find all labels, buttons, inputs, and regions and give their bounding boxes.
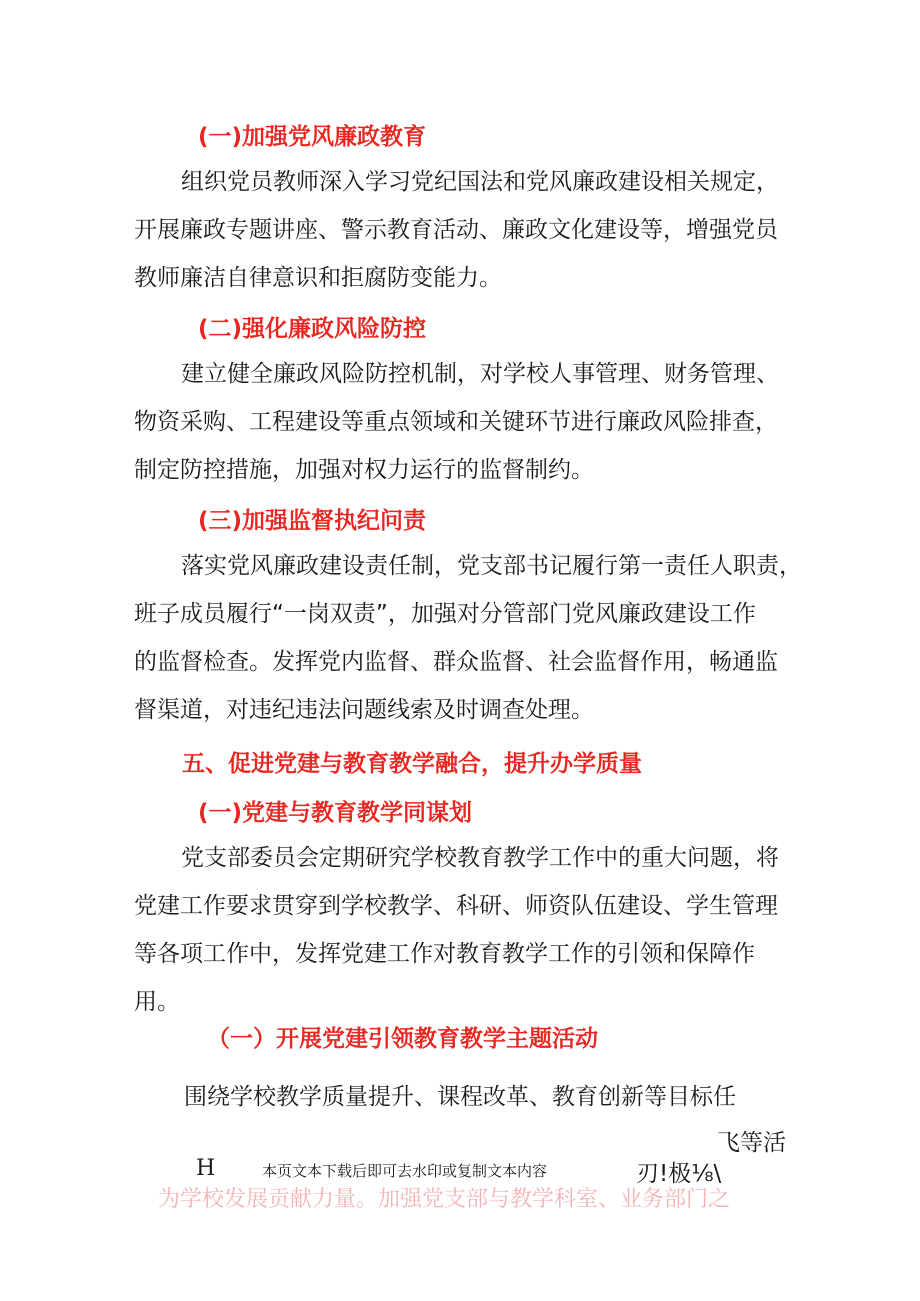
paragraph-line: 落实党风廉政建设责任制，党支部书记履行第一责任人职责， bbox=[181, 553, 802, 579]
paragraph-line: 教师廉洁自律意识和拒腐防变能力。 bbox=[134, 265, 502, 291]
paragraph-line: 班子成员履行“一岗双责”，加强对分管部门党风廉政建设工作 bbox=[134, 601, 756, 627]
section-paragraph-2 bbox=[134, 350, 806, 494]
sub-paragraph bbox=[134, 834, 806, 1026]
watermark-note: 本页文本下载后即可去水印或复制文本内容 bbox=[262, 1162, 548, 1180]
section-heading-2: (二)强化廉政风险防控 bbox=[198, 316, 427, 342]
paragraph-line: 开展廉政专题讲座、警示教育活动、廉政文化建设等，增强党员 bbox=[134, 217, 778, 243]
paragraph-line: 等各项工作中，发挥党建工作对教育教学工作的引领和保障作 bbox=[134, 941, 755, 967]
paragraph-line: 党建工作要求贯穿到学校教学、科研、师资队伍建设、学生管理 bbox=[134, 893, 778, 919]
right-fragment: 飞等活 bbox=[717, 1130, 786, 1156]
chapter-heading: 五、促进党建与教育教学融合，提升办学质量 bbox=[182, 751, 642, 777]
sub-heading-2: （一）开展党建引领教育教学主题活动 bbox=[207, 1026, 598, 1052]
paragraph-line: 用。 bbox=[134, 989, 180, 1015]
garbled-fragment: 刃!极⅛\ bbox=[636, 1161, 722, 1187]
paragraph-line: 物资采购、工程建设等重点领域和关键环节进行廉政风险排查， bbox=[134, 409, 778, 435]
section-heading-1: (一)加强党风廉政教育 bbox=[198, 124, 427, 150]
paragraph-line: 督渠道，对违纪违法问题线索及时调查处理。 bbox=[134, 697, 594, 723]
paragraph-line: 制定防控措施，加强对权力运行的监督制约。 bbox=[134, 457, 594, 483]
sub-heading: (一)党建与教育教学同谋划 bbox=[198, 800, 473, 826]
last-paragraph-line: 围绕学校教学质量提升、课程改革、教育创新等目标任 bbox=[184, 1084, 736, 1110]
paragraph-line: 组织党员教师深入学习党纪国法和党风廉政建设相关规定， bbox=[181, 169, 779, 195]
paragraph-line: 的监督检查。发挥党内监督、群众监督、社会监督作用，畅通监 bbox=[134, 649, 778, 675]
section-paragraph-3 bbox=[134, 542, 806, 734]
h-letter: H bbox=[196, 1156, 216, 1181]
section-paragraph-1 bbox=[134, 158, 806, 302]
section-heading-3: (三)加强监督执纪问责 bbox=[198, 508, 427, 534]
faded-line: 为学校发展贡献力量。加强党支部与教学科室、业务部门之 bbox=[158, 1187, 731, 1212]
paragraph-line: 党支部委员会定期研究学校教育教学工作中的重大问题，将 bbox=[181, 845, 779, 871]
paragraph-line: 建立健全廉政风险防控机制，对学校人事管理、财务管理、 bbox=[181, 361, 779, 387]
